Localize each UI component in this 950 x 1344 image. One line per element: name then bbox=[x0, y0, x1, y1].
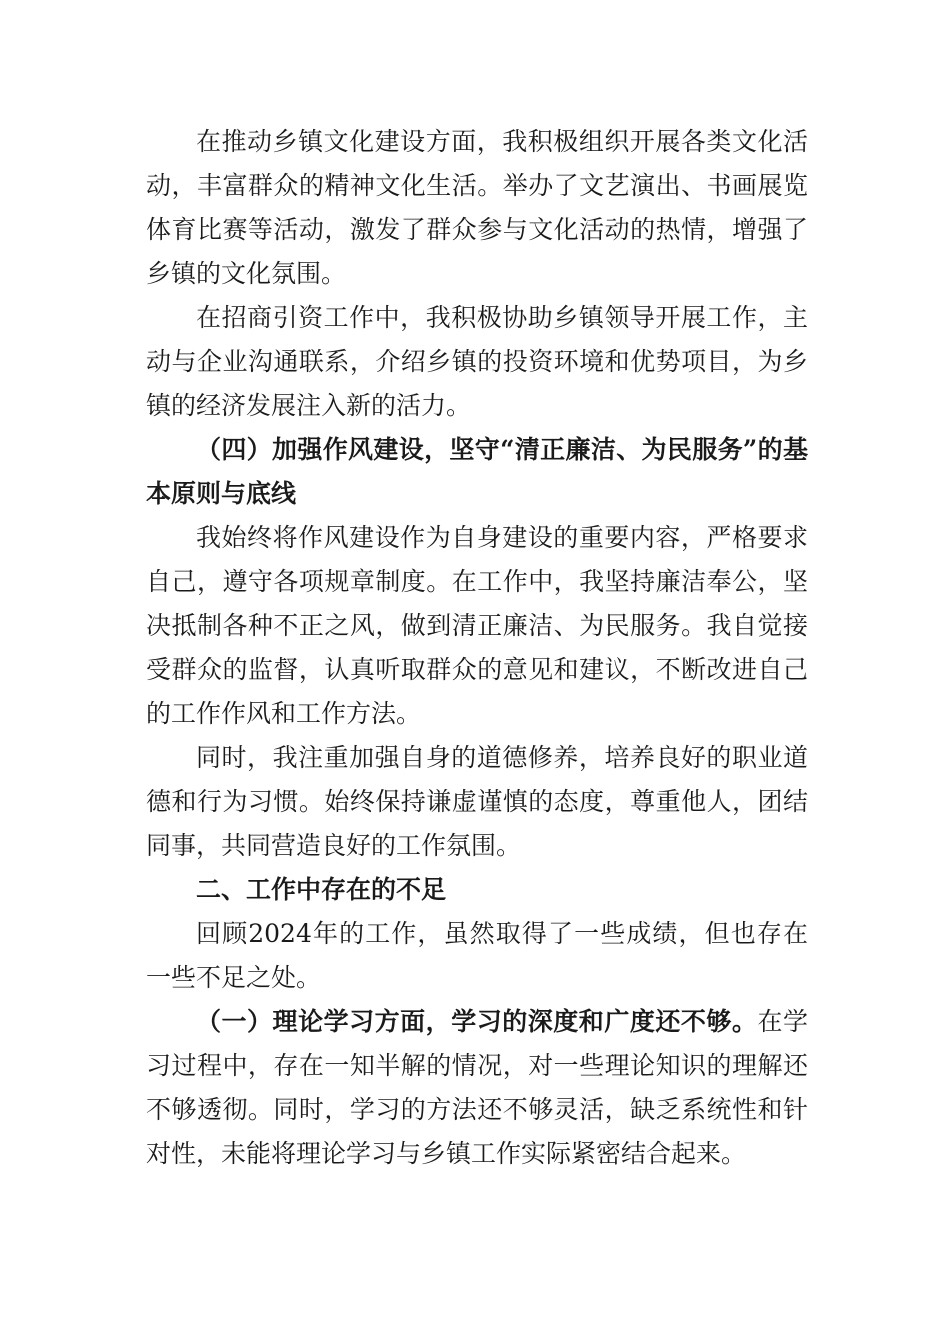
paragraph-ethics: 同时，我注重加强自身的道德修养，培养良好的职业道德和行为习惯。始终保持谦虚谨慎的态度，尊重他人，团结同事，共同营造良好的工作氛围。 bbox=[146, 743, 808, 860]
section-heading-work-style: （四）加强作风建设，坚守“清正廉洁、为民服务”的基本原则与底线 bbox=[146, 435, 808, 508]
document-body bbox=[146, 120, 808, 1176]
theory-study-lead: （一）理论学习方面，学习的深度和广度还不够。 bbox=[196, 1007, 758, 1036]
paragraph-theory-study bbox=[146, 1000, 808, 1176]
paragraph-review-intro: 回顾2024年的工作，虽然取得了一些成绩，但也存在一些不足之处。 bbox=[146, 919, 808, 992]
theory-study-detail: 在学习过程中，存在一知半解的情况，对一些理论知识的理解还不够透彻。同时，学习的方法还不够灵活，缺乏系统性和针对性，未能将理论学习与乡镇工作实际紧密结合起来。 bbox=[146, 1007, 808, 1168]
paragraph-culture: 在推动乡镇文化建设方面，我积极组织开展各类文化活动，丰富群众的精神文化生活。举办了文艺演出、书画展览体育比赛等活动，激发了群众参与文化活动的热情，增强了乡镇的文化氛围。 bbox=[146, 127, 808, 288]
section-heading-shortcomings: 二、工作中存在的不足 bbox=[196, 875, 447, 904]
paragraph-work-style: 我始终将作风建设作为自身建设的重要内容，严格要求自己，遵守各项规章制度。在工作中，我坚持廉洁奉公，坚决抵制各种不正之风，做到清正廉洁、为民服务。我自觉接受群众的监督，认真听取群众的意见和建议，不断改进自己的工作作风和工作方法。 bbox=[146, 523, 808, 728]
paragraph-investment: 在招商引资工作中，我积极协助乡镇领导开展工作，主动与企业沟通联系，介绍乡镇的投资环境和优势项目，为乡镇的经济发展注入新的活力。 bbox=[146, 303, 808, 420]
